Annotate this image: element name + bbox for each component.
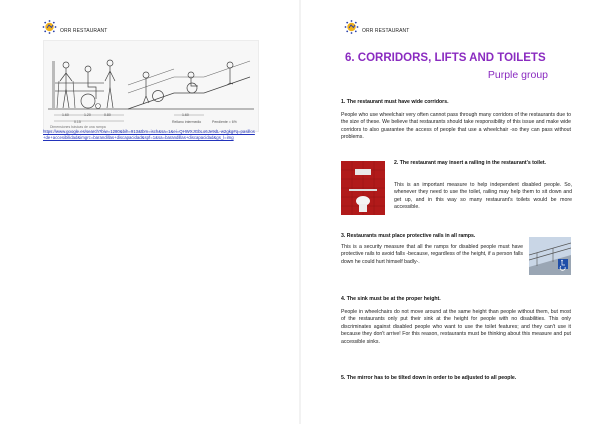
section-body-ramp-rails: This is a security measure that all the ramps for disabled people must have protective rails to avoid falls -because, regardless of the height, if a person falls down he could hurt himself badly-. (341, 244, 523, 265)
ramp-photo-icon (529, 237, 571, 275)
source-link[interactable]: https://www.google.es/search?biw=1280&bih=913&tbm=isch&sa=1&ei=QHWXJGbLo6Je9dL-w2gkg#q=pasillos+de+accesibilidad&imgrc=barandillas+discapacidad&spf=1&sa=barandillas+discapacidad&gs_l=img (43, 129, 255, 140)
section-heading-ramp-rails: 3. Restaurants must place protective rails in all ramps. (341, 233, 476, 239)
logo-text: ORR RESTAURANT (60, 28, 108, 34)
section-heading-sink: 4. The sink must be at the proper height. (341, 296, 441, 302)
dim-label: 1.60 (182, 113, 189, 117)
logo (344, 20, 409, 34)
page-subtitle: Purple group (487, 69, 548, 81)
section-body-corridors: People who use wheelchair very often cannot pass through many corridors of the restaurants due to the size of these. We believe that restaurants should take responsibility of this issue and make wide corridors to also guarantee the access of people that use a wheelchair -so they can pass without problems. (341, 112, 571, 141)
restaurant-logo-icon (344, 20, 359, 34)
ramp-dimensions-figure (43, 40, 259, 132)
toilet-railing-photo (341, 161, 385, 215)
dim-label: Rellano intermedio (172, 120, 202, 124)
dim-label: 0.80 (104, 113, 111, 117)
dim-label: 0.15 (74, 120, 81, 124)
dim-label: Pendiente = 6% (212, 120, 237, 124)
left-page (0, 0, 299, 424)
section-heading-railing: 2. The restaurant may insert a railing in the restaurant's toilet. (394, 160, 547, 166)
section-heading-mirror: 5. The mirror has to be tilted down in order to be adjusted to all people. (341, 375, 517, 381)
toilet-photo-icon (341, 161, 385, 215)
section-heading-corridors: 1. The restaurant must have wide corridors. (341, 99, 449, 105)
restaurant-logo-icon (42, 20, 57, 34)
logo (42, 20, 107, 34)
section-body-railing: This is an important measure to help independent disabled people. So, whenever they need to use the toilet, railing may help them to sit down and get up, and in this way so many restaurant's toilets would be more accessible. (394, 182, 572, 211)
ramp-rails-photo (529, 237, 571, 275)
dim-label: 1.20 (84, 113, 91, 117)
page-title: 6. CORRIDORS, LIFTS AND TOILETS (345, 52, 546, 64)
dim-label: 1.60 (62, 113, 69, 117)
section-body-sink: People in wheelchairs do not move around at the same height than people without them, but most of the restaurants only put their sink at the height for people with no disabilities. This only discriminates against disabled people who want to use the toilet features; and they can't use it because they don't arrive! For this reason, restaurants must be thinking about this measure and put accessible sinks. (341, 309, 571, 345)
logo-text: ORR RESTAURANT (362, 28, 410, 34)
ramp-diagram-icon (44, 41, 258, 131)
right-page (301, 0, 600, 424)
figure-caption: Dimensiones básicas de una rampa (50, 125, 106, 129)
